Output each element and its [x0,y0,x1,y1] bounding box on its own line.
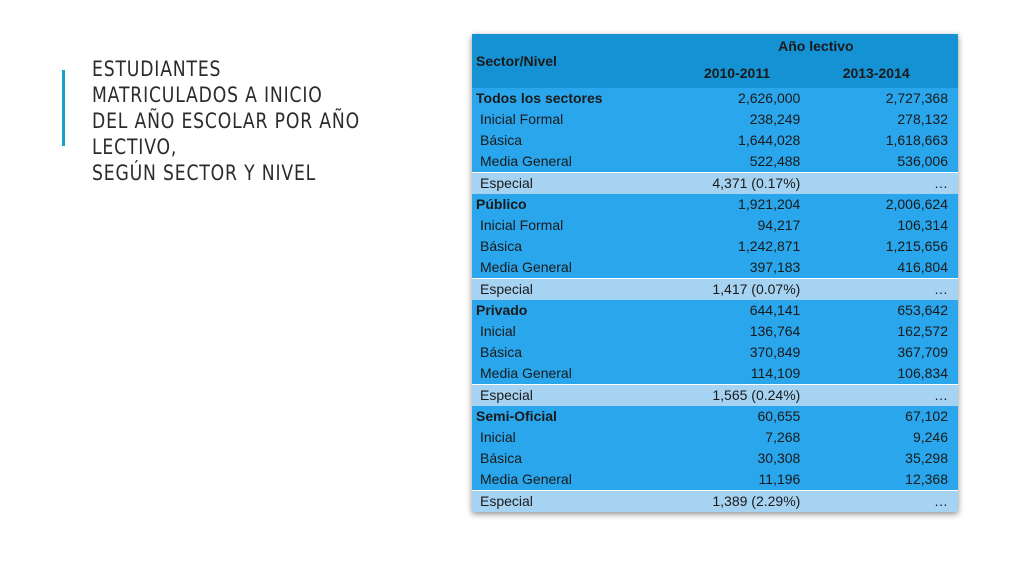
table-row-level [472,363,958,385]
value-2010-2011: 397,183 [674,257,805,279]
enrollment-table [472,34,958,512]
value-2010-2011: 136,764 [674,321,805,342]
value-2013-2014: 9,246 [804,427,958,448]
table-row-special [472,385,958,407]
table-row-level [472,448,958,469]
row-label: Media General [472,469,674,491]
row-label: Media General [472,363,674,385]
row-label: Inicial [472,427,674,448]
table-row-level [472,236,958,257]
value-2013-2014: 1,215,656 [804,236,958,257]
value-2010-2011: 238,249 [674,109,805,130]
value-2010-2011: 4,371 (0.17%) [674,173,805,195]
row-label: Especial [472,173,674,195]
value-2013-2014: 367,709 [804,342,958,363]
table-row-sector [472,88,958,109]
table-row-level [472,215,958,236]
table-body [472,88,958,512]
table-row-special [472,173,958,195]
slide-title: ESTUDIANTES MATRICULADOS A INICIO DEL AÑO ESCOLAR POR AÑO LECTIVO, SEGÚN SECTOR Y NIVEL [92,57,360,185]
value-2013-2014: 67,102 [804,406,958,427]
value-2010-2011: 11,196 [674,469,805,491]
value-2010-2011: 60,655 [674,406,805,427]
value-2013-2014: 106,314 [804,215,958,236]
row-label: Básica [472,342,674,363]
value-2010-2011: 644,141 [674,300,805,321]
row-label: Público [472,194,674,215]
table-row-level [472,342,958,363]
value-2010-2011: 2,626,000 [674,88,805,109]
value-2010-2011: 1,389 (2.29%) [674,491,805,513]
row-label: Inicial Formal [472,215,674,236]
value-2013-2014: 106,834 [804,363,958,385]
value-2010-2011: 1,644,028 [674,130,805,151]
value-2013-2014: 536,006 [804,151,958,173]
value-2010-2011: 94,217 [674,215,805,236]
value-2010-2011: 1,565 (0.24%) [674,385,805,407]
accent-line [62,70,65,146]
value-2013-2014: 278,132 [804,109,958,130]
value-2013-2014: 2,006,624 [804,194,958,215]
row-label: Privado [472,300,674,321]
value-2010-2011: 114,109 [674,363,805,385]
row-label: Especial [472,385,674,407]
table-row-sector [472,194,958,215]
value-2013-2014: 12,368 [804,469,958,491]
value-2010-2011: 1,921,204 [674,194,805,215]
value-2013-2014: … [804,385,958,407]
row-label: Semi-Oficial [472,406,674,427]
value-2013-2014: 1,618,663 [804,130,958,151]
table-row-level [472,257,958,279]
table-row-special [472,491,958,513]
row-label: Media General [472,151,674,173]
table-row-level [472,109,958,130]
row-label: Media General [472,257,674,279]
value-2010-2011: 370,849 [674,342,805,363]
row-label: Especial [472,279,674,301]
value-2013-2014: 2,727,368 [804,88,958,109]
row-label: Básica [472,448,674,469]
table-row-sector [472,300,958,321]
enrollment-table-container [472,34,958,512]
table-row-level [472,427,958,448]
row-label: Todos los sectores [472,88,674,109]
table-row-level [472,321,958,342]
value-2010-2011: 30,308 [674,448,805,469]
table-row-level [472,130,958,151]
value-2010-2011: 7,268 [674,427,805,448]
value-2013-2014: … [804,491,958,513]
header-col-2013-2014: 2013-2014 [804,58,958,88]
value-2010-2011: 1,242,871 [674,236,805,257]
table-row-level [472,469,958,491]
table-row-special [472,279,958,301]
header-col-2010-2011: 2010-2011 [674,58,805,88]
table-row-level [472,151,958,173]
value-2010-2011: 522,488 [674,151,805,173]
value-2013-2014: 416,804 [804,257,958,279]
value-2013-2014: 162,572 [804,321,958,342]
value-2013-2014: 35,298 [804,448,958,469]
row-label: Básica [472,130,674,151]
table-row-sector [472,406,958,427]
row-label: Inicial [472,321,674,342]
header-school-year: Año lectivo [674,34,958,58]
value-2013-2014: … [804,173,958,195]
row-label: Básica [472,236,674,257]
row-label: Inicial Formal [472,109,674,130]
value-2013-2014: 653,642 [804,300,958,321]
value-2010-2011: 1,417 (0.07%) [674,279,805,301]
row-label: Especial [472,491,674,513]
header-sector-level: Sector/Nivel [472,34,674,88]
value-2013-2014: … [804,279,958,301]
